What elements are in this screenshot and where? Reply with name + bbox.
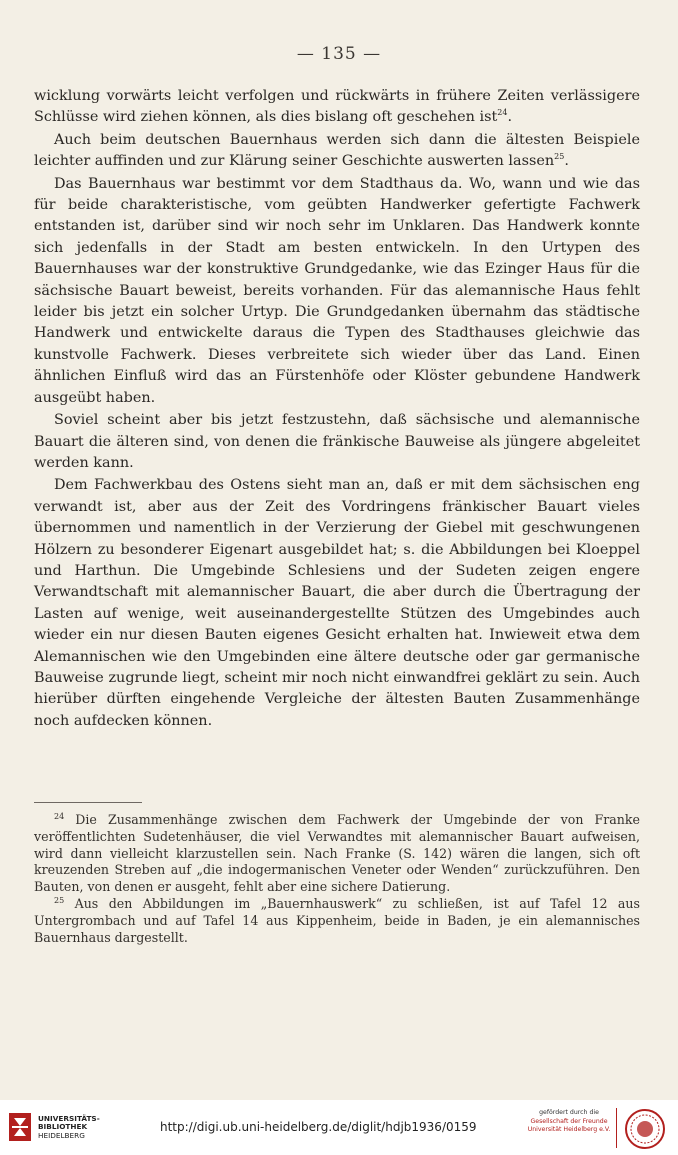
paragraph-text: Auch beim deutschen Bauernhaus werden sich dann die ältesten Beispiele leichter auffinden und zur Klärung seiner Geschichte auswerten lassen <box>34 131 640 170</box>
digitization-footer <box>0 1100 678 1155</box>
university-seal-icon[interactable] <box>624 1108 666 1150</box>
sponsor-name: Universität Heidelberg e.V. <box>527 1126 611 1134</box>
footnote-divider <box>34 802 142 803</box>
footnote-ref[interactable]: 24 <box>497 108 508 118</box>
sponsor-credit <box>524 1109 614 1135</box>
footnote-text: Die Zusammenhänge zwischen dem Fachwerk der Umgebinde der von Franke veröffentlichten Sudetenhäuser, die viel Verwandtes mit alemannischer Bauart aufweisen, wird dann vielleicht klarzustellen sein. Nach Franke (S. 142) wären die langen, sich oft kreuzenden Streben auf „die indogermanischen Veneter oder Wenden“ zurückzuführen. Den Bauten, von denen er ausgeht, fehlt aber eine sichere Datierung. <box>34 812 640 895</box>
footer-divider <box>616 1108 617 1148</box>
paragraph-text: wicklung vorwärts leicht verfolgen und rückwärts in frühere Zeiten verlässigere Schlüsse wird ziehen können, als dies bislang oft geschehen ist <box>34 88 640 126</box>
footnote <box>34 812 640 896</box>
paragraph: Dem Fachwerkbau des Ostens sieht man an, daß er mit dem sächsischen eng verwandt ist, aber aus der Zeit des Vordringens fränkischer Bauart vieles übernommen und namentlich in der Verzierung der Giebel mit geschwungenen Hölzern zu besonderer Eigenart ausgebildet hat; s. die Abbildungen bei Kloeppel und Harthun. Die Umgebinde Schlesiens und der Sudeten zeigen engere Verwandtschaft mit alemannischer Bauart, die aber durch die Übertragung der Lasten auf wenige, weit auseinandergestellte Stützen des Umgebindes auch wieder ein nur diesen Bauten eigenes Gesicht erhalten hat. Inwieweit etwa dem Alemannischen wie den Umgebinden eine ältere deutsche oder gar germanische Bauweise zugrunde liegt, scheint mir noch nicht einwandfrei geklärt zu sein. Auch hierüber dürften eingehende Vergleiche der ältesten Bauten Zusammenhänge noch aufdecken können. <box>34 477 640 729</box>
sponsor-name: Gesellschaft der Freunde <box>530 1117 608 1125</box>
permalink-url[interactable]: http://digi.ub.uni-heidelberg.de/diglit/hdjb1936/0159 <box>160 1120 477 1134</box>
paragraph: Soviel scheint aber bis jetzt festzustehn, daß sächsische und alemannische Bauart die älteren sind, von denen die fränkische Bauweise als jüngere abgeleitet werden kann. <box>34 412 640 471</box>
sponsor-label: gefördert durch die <box>539 1109 599 1116</box>
library-name-line: UNIVERSITÄTS- <box>38 1114 100 1123</box>
library-name-line: BIBLIOTHEK <box>38 1122 88 1132</box>
library-logo-icon[interactable] <box>8 1112 32 1142</box>
footnote-number: 25 <box>54 895 65 905</box>
footnotes <box>34 812 640 946</box>
library-name-line: HEIDELBERG <box>38 1130 85 1140</box>
footnote <box>34 896 640 946</box>
footnote-number: 24 <box>54 811 65 821</box>
main-text <box>34 86 640 732</box>
footnote-ref[interactable]: 25 <box>554 152 565 162</box>
paragraph: Das Bauernhaus war bestimmt vor dem Stadthaus da. Wo, wann und wie das für beide charakteristische, vom geübten Handwerker gefertigte Fachwerk entstanden ist, darüber sind wir noch sehr im Unklaren. Das Handwerk konnte sich jedenfalls in der Stadt am besten entwickeln. In den Urtypen des Bauernhauses war der konstruktive Grundgedanke, wie das Ezinger Haus für die sächsische Bauart beweist, bereits vorhanden. Für das alemannische Haus fehlt leider bis jetzt ein solcher Urtyp. Die Grundgedanken übernahm das städtische Handwerk und entwickelte daraus die Typen des Stadthauses gleichwie das kunstvolle Fachwerk. Dieses verbreitete sich wieder über das Land. Einen ähnlichen Einfluß wird das an Fürstenhöfe oder Klöster gebundene Handwerk ausgeübt haben. <box>34 175 640 406</box>
paragraph <box>34 86 640 129</box>
paragraph-end: . <box>564 153 569 170</box>
footnote-text: Aus den Abbildungen im „Bauernhauswerk“ zu schließen, ist auf Tafel 12 aus Untergrombach und auf Tafel 14 aus Kippenheim, beide in Baden, je ein alemannisches Bauernhaus dargestellt. <box>34 895 640 945</box>
page-number: — 135 — <box>296 44 382 64</box>
paragraph-end: . <box>507 109 513 126</box>
library-name <box>38 1115 100 1140</box>
paragraph <box>34 130 640 173</box>
